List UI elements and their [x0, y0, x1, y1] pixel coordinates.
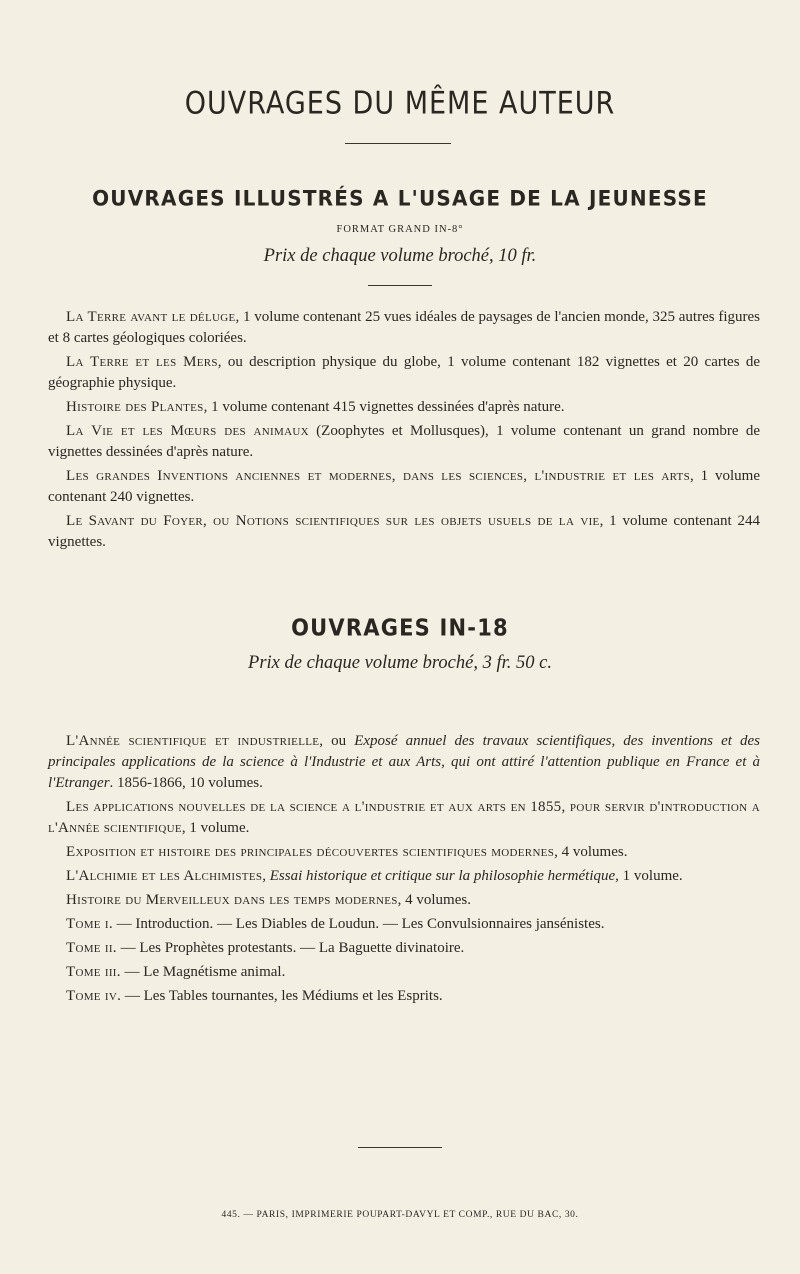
list-item	[48, 466, 760, 508]
entry-title: Tome i.	[66, 916, 113, 932]
list-item	[48, 421, 760, 463]
entry-text: , 1 volume.	[181, 820, 250, 836]
entry-text: — Le Magnétisme animal.	[120, 964, 286, 980]
list-item	[48, 842, 760, 863]
list-item	[48, 866, 760, 887]
section1-price: Prix de chaque volume broché, 10 fr.	[263, 246, 537, 266]
entry-subtitle: Essai historique et critique sur la philosophie hermétique	[269, 868, 616, 884]
entry-title: Les grandes Inventions anciennes et modernes, dans les sciences, l'industrie et les arts	[66, 468, 690, 484]
entry-title: Tome ii.	[66, 940, 117, 956]
entry-text: , ou description physique du globe, 1 volume contenant 182 vignettes et 20 cartes de géographie physique.	[48, 354, 760, 391]
entry-title: L'Alchimie et les Alchimistes	[66, 868, 263, 884]
entry-title: La Terre avant le déluge	[66, 309, 236, 325]
list-item	[48, 986, 760, 1007]
list-item	[48, 914, 760, 935]
entry-text: — Les Prophètes protestants. — La Baguette divinatoire.	[116, 940, 465, 956]
entry-title: La Vie et les Mœurs des animaux	[66, 423, 309, 439]
entry-text: (Zoophytes et Mollusques), 1 volume contenant un grand nombre de vignettes dessinées d'après nature.	[48, 423, 761, 460]
entry-text: — Introduction. — Les Diables de Loudun. — Les Convulsionnaires jansénistes.	[112, 916, 605, 932]
entry-title: Les applications nouvelles de la science a l'industrie et aux arts en 1855, pour servir d'introduction a l'Année scientifique	[48, 799, 760, 836]
entry-subtitle: Exposé annuel des travaux scientifiques, des inventions et des principales applications de la science à l'Industrie et aux Arts, qui ont attiré l'attention publique en France et à l'Etranger	[48, 733, 760, 791]
section2-heading: OUVRAGES IN-18	[291, 615, 509, 641]
entry-mid: ,	[262, 868, 270, 884]
entry-title: Tome iii.	[66, 964, 121, 980]
page-title: OUVRAGES DU MÊME AUTEUR	[184, 85, 616, 122]
entry-title: Histoire du Merveilleux dans les temps modernes	[66, 892, 398, 908]
section1-format: FORMAT GRAND IN-8°	[336, 224, 464, 235]
list-item	[48, 307, 760, 349]
title-rule	[345, 143, 451, 144]
section1-rule	[368, 285, 432, 286]
entry-text: , 1 volume.	[615, 868, 683, 884]
list-item	[48, 731, 760, 794]
printer-footer: 445. — PARIS, IMPRIMERIE POUPART-DAVYL ET COMP., RUE DU BAC, 30.	[221, 1210, 579, 1220]
entry-title: Exposition et histoire des principales découvertes scientifiques modernes	[66, 844, 555, 860]
list-item	[48, 397, 760, 418]
entry-mid: , ou	[319, 733, 355, 749]
entry-text: , 1 volume contenant 25 vues idéales de paysages de l'ancien monde, 325 autres figures et 8 cartes géologiques coloriées.	[48, 309, 760, 346]
section2-price: Prix de chaque volume broché, 3 fr. 50 c.	[248, 653, 552, 673]
list-item	[48, 938, 760, 959]
entry-text: , 1 volume contenant 415 vignettes dessinées d'après nature.	[203, 399, 565, 415]
list-item	[48, 352, 760, 394]
entry-text: , 4 volumes.	[397, 892, 471, 908]
list-item	[48, 797, 760, 839]
entry-text: , 4 volumes.	[554, 844, 628, 860]
entry-text: , 1 volume contenant 240 vignettes.	[48, 468, 760, 505]
section1-list	[48, 307, 760, 556]
list-item	[48, 511, 760, 553]
entry-title: L'Année scientifique et industrielle	[66, 733, 320, 749]
entry-title: La Terre et les Mers	[66, 354, 218, 370]
entry-title: Histoire des Plantes	[66, 399, 204, 415]
entry-text: — Les Tables tournantes, les Médiums et les Esprits.	[121, 988, 443, 1004]
list-item	[48, 962, 760, 983]
section2-list	[48, 731, 760, 1010]
footer-rule	[358, 1147, 442, 1148]
list-item	[48, 890, 760, 911]
entry-title: Tome iv.	[66, 988, 122, 1004]
entry-text: , 1 volume contenant 244 vignettes.	[48, 513, 760, 550]
section1-heading: OUVRAGES ILLUSTRÉS A L'USAGE DE LA JEUNESSE	[92, 185, 708, 211]
entry-title: Le Savant du Foyer, ou Notions scientifiques sur les objets usuels de la vie	[66, 513, 600, 529]
entry-text: . 1856-1866, 10 volumes.	[109, 775, 263, 791]
